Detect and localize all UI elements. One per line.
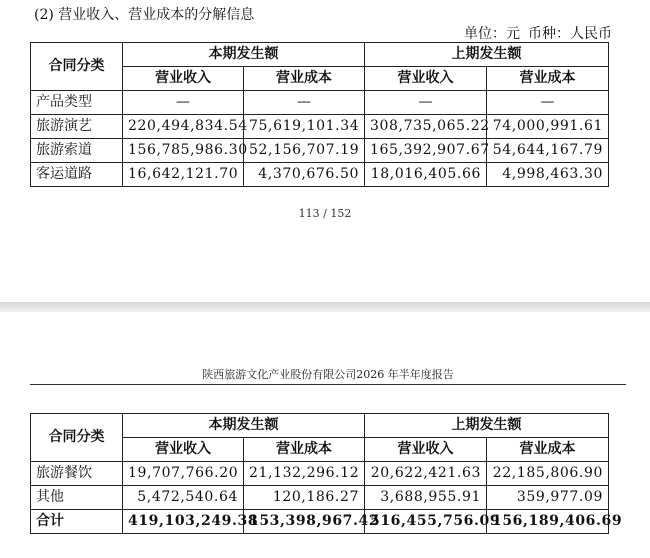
currency-label: 币种：人民币 [528, 26, 612, 42]
header-prior-revenue: 营业收入 [365, 438, 487, 462]
current-revenue-cell: 5,472,540.64 [123, 486, 244, 510]
current-cost-cell: 4,370,676.50 [244, 163, 365, 187]
table-row [31, 486, 609, 510]
header-current-period: 本期发生额 [123, 414, 365, 438]
prior-revenue-cell: 20,622,421.63 [365, 462, 487, 486]
current-cost-cell: 21,132,296.12 [244, 462, 365, 486]
prior-cost-cell: — [487, 91, 609, 115]
row-category: 其他 [31, 486, 123, 510]
prior-revenue-cell: 308,735,065.22 [365, 115, 487, 139]
total-current-revenue: 419,103,249.38 [123, 510, 244, 534]
table-row [31, 163, 609, 187]
current-revenue-cell: 19,707,766.20 [123, 462, 244, 486]
header-current-cost: 营业成本 [244, 67, 365, 91]
total-prior-revenue: 516,455,756.09 [365, 510, 487, 534]
prior-revenue-cell: 165,392,907.67 [365, 139, 487, 163]
prior-cost-cell: 359,977.09 [487, 486, 609, 510]
row-category: 旅游演艺 [31, 115, 123, 139]
header-current-revenue: 营业收入 [123, 438, 244, 462]
header-prior-period: 上期发生额 [365, 43, 609, 67]
prior-cost-cell: 22,185,806.90 [487, 462, 609, 486]
current-cost-cell: 120,186.27 [244, 486, 365, 510]
row-category: 客运道路 [31, 163, 123, 187]
current-cost-cell: 52,156,707.19 [244, 139, 365, 163]
header-contract-category: 合同分类 [31, 43, 123, 91]
header-current-revenue: 营业收入 [123, 67, 244, 91]
total-current-cost: 153,398,967.42 [244, 510, 365, 534]
header-prior-period: 上期发生额 [365, 414, 609, 438]
total-label: 合计 [31, 510, 123, 534]
row-category: 旅游餐饮 [31, 462, 123, 486]
revenue-cost-table-part1 [30, 42, 609, 187]
revenue-cost-table-part2 [30, 413, 623, 534]
page-separator [0, 302, 650, 312]
current-cost-cell: — [244, 91, 365, 115]
page-114 [0, 312, 650, 558]
current-revenue-cell: 16,642,121.70 [123, 163, 244, 187]
row-category: 产品类型 [31, 91, 123, 115]
table-row [31, 115, 609, 139]
row-category: 旅游索道 [31, 139, 123, 163]
document-header: 陕西旅游文化产业股份有限公司2026 年半年度报告 [30, 366, 626, 385]
section-title: (2) 营业收入、营业成本的分解信息 [34, 7, 255, 23]
unit-label: 单位：元 [464, 26, 520, 42]
header-prior-revenue: 营业收入 [365, 67, 487, 91]
prior-revenue-cell: 18,016,405.66 [365, 163, 487, 187]
header-current-period: 本期发生额 [123, 43, 365, 67]
header-current-cost: 营业成本 [244, 438, 365, 462]
prior-cost-cell: 4,998,463.30 [487, 163, 609, 187]
header-contract-category: 合同分类 [31, 414, 123, 462]
page-number: 113 / 152 [298, 207, 352, 220]
header-prior-cost: 营业成本 [487, 438, 609, 462]
prior-revenue-cell: — [365, 91, 487, 115]
prior-cost-cell: 74,000,991.61 [487, 115, 609, 139]
current-revenue-cell: 220,494,834.54 [123, 115, 244, 139]
total-prior-cost: 156,189,406.69 [487, 510, 609, 534]
current-revenue-cell: — [123, 91, 244, 115]
prior-cost-cell: 54,644,167.79 [487, 139, 609, 163]
current-cost-cell: 75,619,101.34 [244, 115, 365, 139]
prior-revenue-cell: 3,688,955.91 [365, 486, 487, 510]
total-row [31, 510, 609, 534]
table-row [31, 91, 609, 115]
table-row [31, 139, 609, 163]
unit-line [464, 23, 612, 43]
current-revenue-cell: 156,785,986.30 [123, 139, 244, 163]
table-row [31, 462, 609, 486]
header-prior-cost: 营业成本 [487, 67, 609, 91]
